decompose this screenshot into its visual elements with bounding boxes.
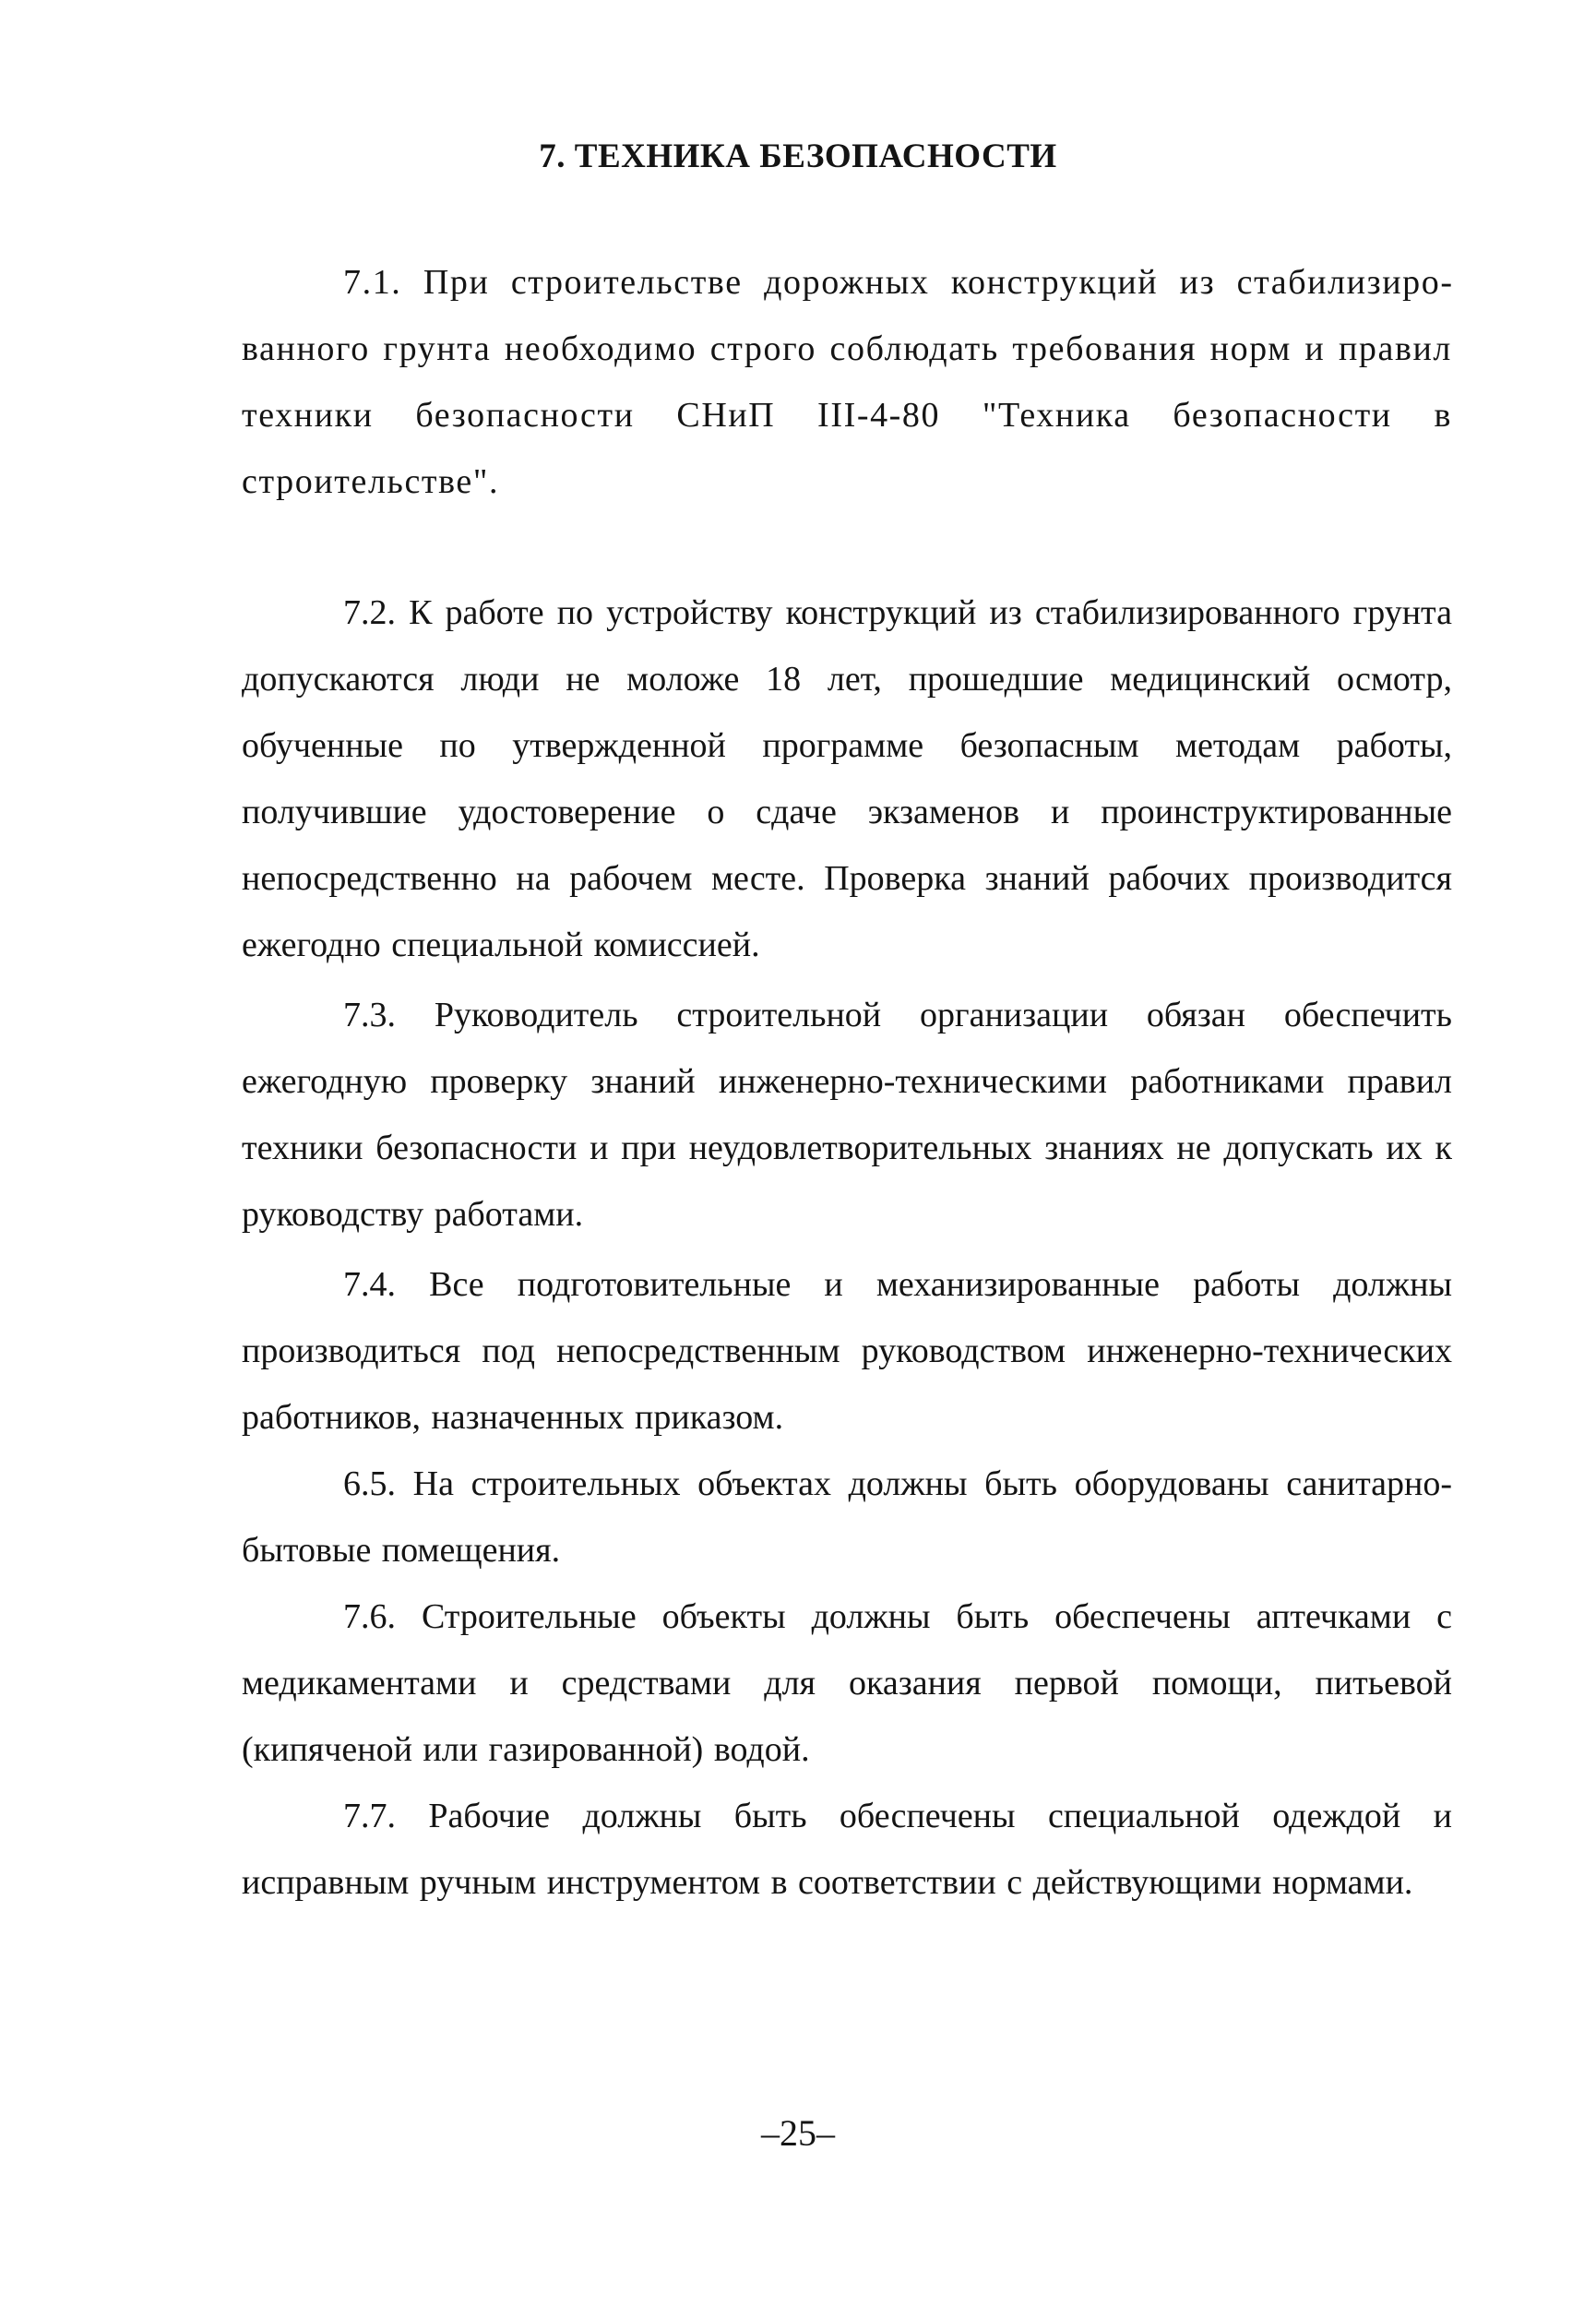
paragraph-7-2: 7.2. К работе по устройству конструкций из стабилизированного грунта допускаются люди не моложе 18 лет, прошедшие медицинский осмотр, обученные по утвержденной программе безопасным методам работы, получившие удостоверение о сдаче экзаменов и проинструктированные непосредственно на рабочем месте. Проверка знаний рабочих производится ежегодно специальной комиссией. <box>242 593 1452 964</box>
paragraph-7-6: 7.6. Строительные объекты должны быть обеспечены аптечками с медикаментами и средствами для оказания первой помощи, питьевой (кипяченой или газированной) водой. <box>242 1597 1452 1769</box>
paragraph-7-1: 7.1. При строительстве дорожных конструкций из стабилизированного грунта необходимо строго соблюдать требования норм и правил техники безопасности СНиП III-4-80 "Техника безопасности в строительстве". <box>242 263 1452 501</box>
paragraph-7-3: 7.3. Руководитель строительной организации обязан обеспечить ежегодную проверку знаний инженерно-техническими работниками правил техники безопасности и при неудовлетворительных знаниях не допускать их к руководству работами. <box>242 996 1452 1234</box>
page-number: –25– <box>761 2112 835 2154</box>
section-title: 7. ТЕХНИКА БЕЗОПАСНОСТИ <box>539 137 1057 175</box>
paragraph-6-5: 6.5. На строительных объектах должны быть оборудованы санитарно-бытовые помещения. <box>242 1464 1452 1570</box>
paragraph-7-7: 7.7. Рабочие должны быть обеспечены специальной одеждой и исправным ручным инструментом в соответствии с действующими нормами. <box>242 1797 1452 1902</box>
paragraph-7-4: 7.4. Все подготовительные и механизированные работы должны производиться под непосредственным руководством инженерно-технических работников, назначенных приказом. <box>242 1265 1452 1437</box>
